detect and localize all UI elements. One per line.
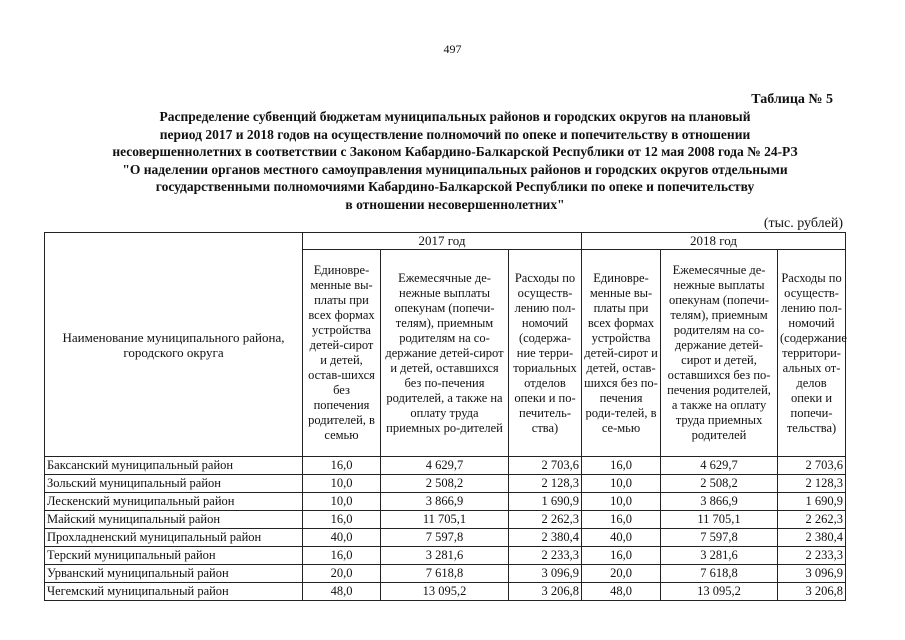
table-cell: 2 380,4 [778,529,846,547]
table-cell: 16,0 [303,547,381,565]
district-name: Терский муниципальный район [45,547,303,565]
table-cell: 2 508,2 [661,475,778,493]
table-label: Таблица № 5 [751,92,833,107]
table-cell: 7 618,8 [381,565,509,583]
table-cell: 40,0 [303,529,381,547]
table-cell: 3 866,9 [661,493,778,511]
table-cell: 2 380,4 [509,529,582,547]
table-cell: 3 281,6 [381,547,509,565]
table-cell: 3 281,6 [661,547,778,565]
title-line: в отношении несовершеннолетних" [345,196,565,212]
subsidy-table [44,232,846,601]
table-cell: 3 206,8 [509,583,582,601]
table-cell: 3 096,9 [778,565,846,583]
table-row [45,493,846,511]
table-row [45,583,846,601]
table-cell: 2 233,3 [509,547,582,565]
table-cell: 2 508,2 [381,475,509,493]
page-number: 497 [443,42,462,56]
column-header: Расходы по осуществ-лению пол-номочий (содержа-ние терри-ториальных отделов опеки и по-печитель-ства) [509,250,582,457]
title-line: несовершеннолетних в соответствии с Законом Кабардино-Балкарской Республики от 12 мая 2008 года № 24-РЗ [112,144,798,159]
table-cell: 10,0 [303,493,381,511]
title-line: "О наделении органов местного самоуправления муниципальных районов и городских округов отдельными [122,161,788,177]
table-cell: 16,0 [303,511,381,529]
document-title [50,108,860,213]
district-name: Урванский муниципальный район [45,565,303,583]
year-header: 2018 год [582,233,846,250]
table-cell: 20,0 [303,565,381,583]
table-cell: 2 262,3 [509,511,582,529]
column-header: Ежемесячные де-нежные выплаты опекунам (попечи-телям), приемным родителям на со-держание детей-сирот и детей, оставшихся без по-печения родителей, а также на оплату труда приемных ро-дителей [381,250,509,457]
table-cell: 2 262,3 [778,511,846,529]
table-cell: 3 866,9 [381,493,509,511]
table-cell: 11 705,1 [381,511,509,529]
table-row [45,457,846,475]
title-line: государственными полномочиями Кабардино-Балкарской Республики по опеке и попечительству [155,179,755,194]
table-row [45,511,846,529]
district-name: Лескенский муниципальный район [45,493,303,511]
table-cell: 16,0 [303,457,381,475]
table-cell: 10,0 [582,493,661,511]
table-cell: 3 096,9 [509,565,582,583]
year-header-row [45,233,846,250]
table-cell: 20,0 [582,565,661,583]
table-cell: 7 618,8 [661,565,778,583]
title-line: Распределение субвенций бюджетам муниципальных районов и городских округов на плановый [159,109,751,124]
table-cell: 7 597,8 [661,529,778,547]
district-name: Майский муниципальный район [45,511,303,529]
table-cell: 2 703,6 [778,457,846,475]
table-cell: 16,0 [582,457,661,475]
table-row [45,565,846,583]
district-name: Зольский муниципальный район [45,475,303,493]
column-header: Ежемесячные де-нежные выплаты опекунам (попечи-телям), приемным родителям на со-держание детей-сирот и детей, оставшихся без по-печения родителей, а также на оплату труда приемных родителей [661,250,778,457]
table-row [45,475,846,493]
column-header: Единовре-менные вы-платы при всех формах устройства детей-сирот и детей, остав-шихся без попечения родителей, в семью [303,250,381,457]
table-cell: 1 690,9 [509,493,582,511]
table-cell: 2 233,3 [778,547,846,565]
table-cell: 11 705,1 [661,511,778,529]
table-cell: 48,0 [303,583,381,601]
table-cell: 3 206,8 [778,583,846,601]
table-cell: 4 629,7 [381,457,509,475]
year-header: 2017 год [303,233,582,250]
table-cell: 13 095,2 [381,583,509,601]
column-header: Единовре-менные вы-платы при всех формах устройства детей-сирот и детей, остав-шихся без по-печения роди-телей, в се-мью [582,250,661,457]
table-cell: 2 128,3 [509,475,582,493]
table-cell: 2 128,3 [778,475,846,493]
table-cell: 40,0 [582,529,661,547]
district-name: Чегемский муниципальный район [45,583,303,601]
table-cell: 48,0 [582,583,661,601]
district-name: Прохладненский муниципальный район [45,529,303,547]
table-cell: 4 629,7 [661,457,778,475]
table-cell: 16,0 [582,547,661,565]
district-name: Баксанский муниципальный район [45,457,303,475]
column-header: Расходы по осуществ-лению пол-номочий (содержание территори-альных от-делов опеки и попечи-тельства) [778,250,846,457]
table-cell: 7 597,8 [381,529,509,547]
table-cell: 2 703,6 [509,457,582,475]
units-label: (тыс. рублей) [763,216,843,231]
table-cell: 10,0 [303,475,381,493]
table-cell: 16,0 [582,511,661,529]
table-row [45,547,846,565]
table-cell: 1 690,9 [778,493,846,511]
table-row [45,529,846,547]
name-column-header: Наименование муниципального района, городского округа [45,233,303,457]
table-cell: 13 095,2 [661,583,778,601]
title-line: период 2017 и 2018 годов на осуществление полномочий по опеке и попечительству в отношении [159,126,751,142]
table-cell: 10,0 [582,475,661,493]
